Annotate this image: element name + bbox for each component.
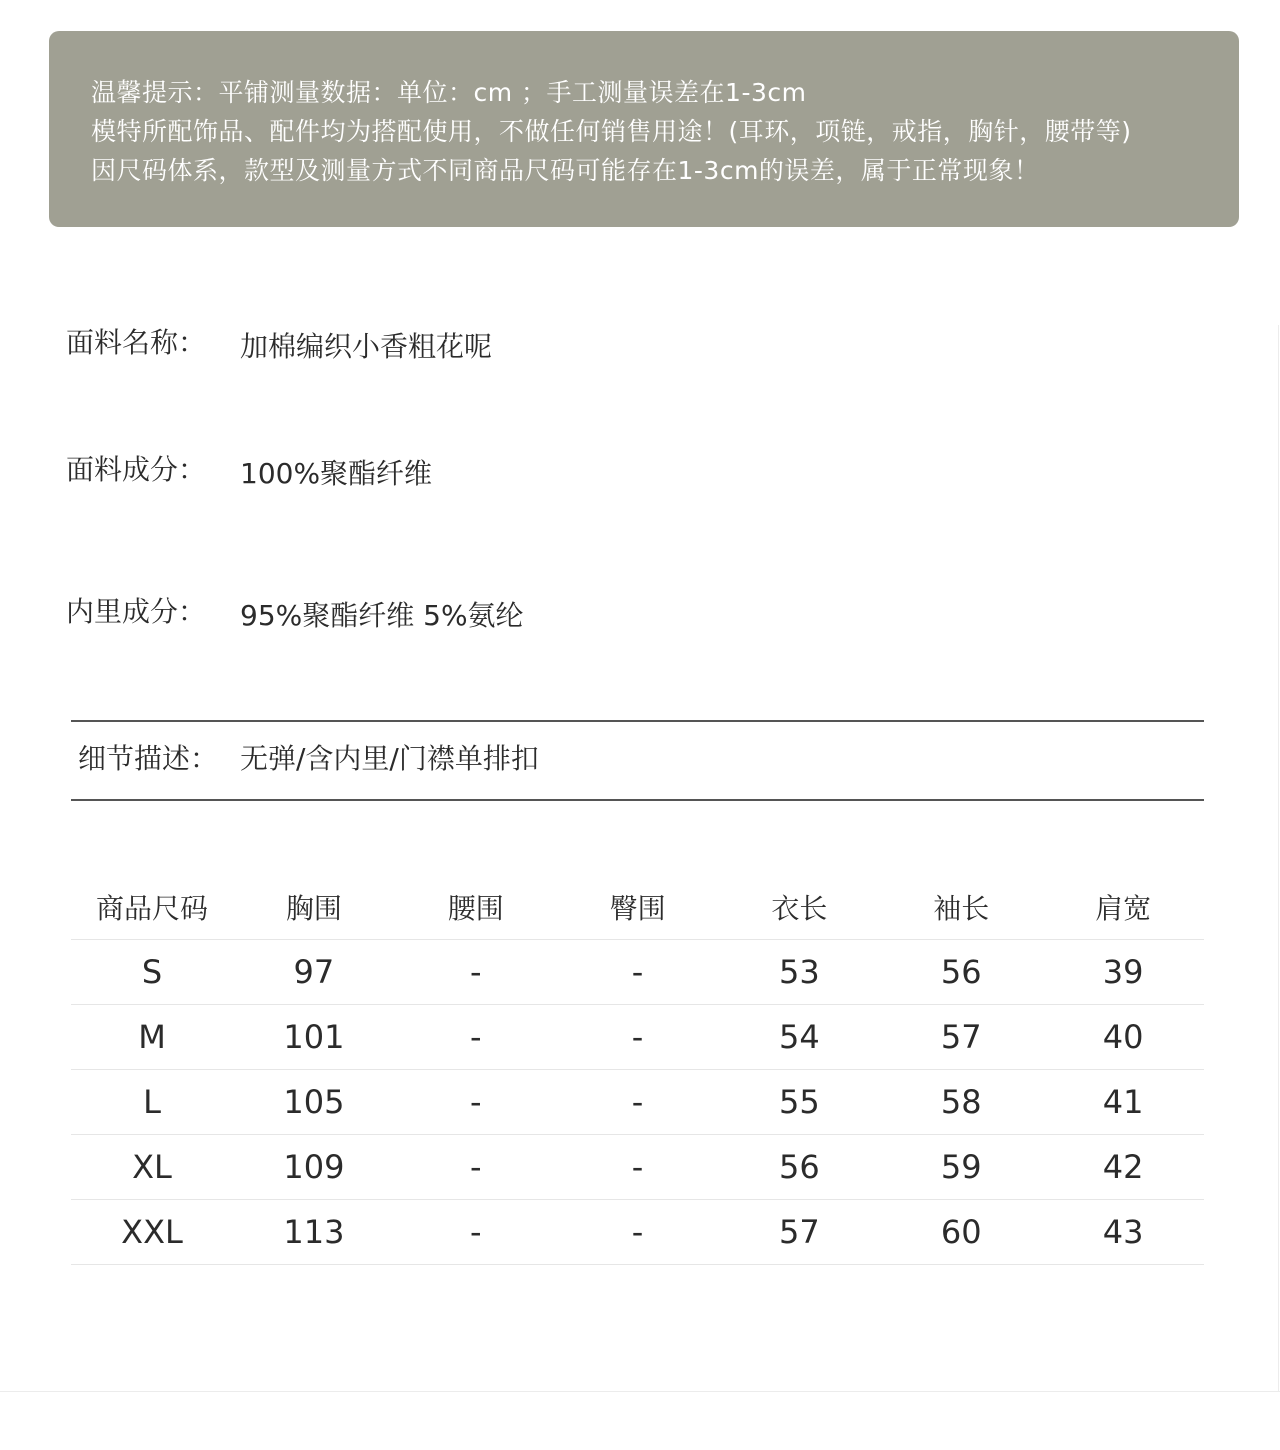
cell-shoulder: 42 [1042,1135,1204,1200]
header-hip: 臀围 [557,875,719,940]
lining-composition-label: 内里成分： [66,595,207,628]
table-row [71,1005,1204,1070]
cell-chest: 101 [233,1005,395,1070]
cell-chest: 113 [233,1200,395,1265]
header-sleeve: 袖长 [880,875,1042,940]
detail-label: 细节描述： [78,742,219,775]
notice-line-3: 因尺码体系，款型及测量方式不同商品尺码可能存在1-3cm的误差，属于正常现象！ [91,156,1040,185]
cell-size: L [71,1070,233,1135]
notice-box [49,31,1239,227]
fabric-name-label: 面料名称： [66,326,207,359]
detail-bottom-rule [71,799,1204,801]
fabric-composition-value: 100%聚酯纤维 [240,457,433,490]
cell-waist: - [395,1135,557,1200]
cell-shoulder: 40 [1042,1005,1204,1070]
cell-chest: 105 [233,1070,395,1135]
cell-sleeve: 56 [880,940,1042,1005]
header-chest: 胸围 [233,875,395,940]
header-length: 衣长 [718,875,880,940]
cell-hip: - [557,1135,719,1200]
table-row [71,1070,1204,1135]
cell-chest: 97 [233,940,395,1005]
header-waist: 腰围 [395,875,557,940]
cell-length: 57 [718,1200,880,1265]
fabric-name-value: 加棉编织小香粗花呢 [240,330,493,363]
size-table-header-row [71,875,1204,940]
cell-length: 53 [718,940,880,1005]
page-bottom-border [0,1391,1280,1392]
cell-shoulder: 41 [1042,1070,1204,1135]
cell-shoulder: 43 [1042,1200,1204,1265]
cell-waist: - [395,1200,557,1265]
notice-line-1: 温馨提示：平铺测量数据：单位：cm ；手工测量误差在1-3cm [91,78,807,107]
cell-hip: - [557,1070,719,1135]
cell-size: XL [71,1135,233,1200]
cell-chest: 109 [233,1135,395,1200]
cell-shoulder: 39 [1042,940,1204,1005]
header-size: 商品尺码 [71,875,233,940]
cell-length: 56 [718,1135,880,1200]
cell-length: 54 [718,1005,880,1070]
size-table [71,875,1204,1265]
page-right-border [1278,325,1279,1391]
fabric-composition-label: 面料成分： [66,453,207,486]
notice-line-2: 模特所配饰品、配件均为搭配使用，不做任何销售用途！(耳环，项链，戒指，胸针，腰带等) [91,117,1132,146]
cell-sleeve: 60 [880,1200,1042,1265]
cell-size: XXL [71,1200,233,1265]
cell-sleeve: 59 [880,1135,1042,1200]
header-shoulder: 肩宽 [1042,875,1204,940]
lining-composition-value: 95%聚酯纤维 5%氨纶 [240,599,524,632]
cell-waist: - [395,1005,557,1070]
cell-sleeve: 58 [880,1070,1042,1135]
cell-hip: - [557,1005,719,1070]
cell-waist: - [395,1070,557,1135]
table-row [71,940,1204,1005]
detail-value: 无弹/含内里/门襟单排扣 [240,742,539,775]
detail-top-rule [71,720,1204,722]
table-row [71,1135,1204,1200]
cell-size: S [71,940,233,1005]
cell-hip: - [557,1200,719,1265]
table-row [71,1200,1204,1265]
cell-length: 55 [718,1070,880,1135]
cell-waist: - [395,940,557,1005]
cell-sleeve: 57 [880,1005,1042,1070]
cell-hip: - [557,940,719,1005]
cell-size: M [71,1005,233,1070]
